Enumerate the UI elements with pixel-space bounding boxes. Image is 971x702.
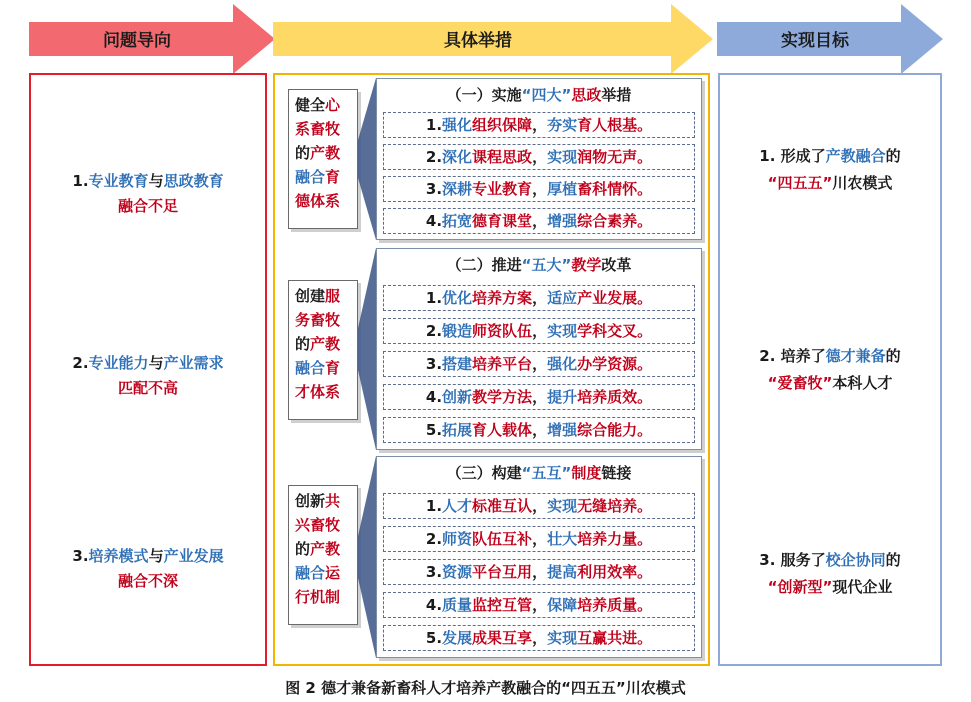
goals-header-arrow — [717, 4, 943, 74]
measure-item: 1.人才标准互认，实现无缝培养。 — [383, 493, 695, 519]
system-box-2: 创建服 务畜牧 的产教 融合育 才体系 — [288, 280, 358, 420]
measures-header-label: 具体举措 — [444, 31, 512, 51]
connector-1 — [358, 78, 376, 240]
problem-1: 1.专业教育与思政教育 融合不足 — [72, 172, 224, 215]
measure-item: 2.锻造师资队伍，实现学科交叉。 — [383, 318, 695, 344]
goal-2: 2. 培养了德才兼备的 “爱畜牧”本科人才 — [759, 347, 901, 392]
measure-item: 4.拓宽德育课堂，增强综合素养。 — [383, 208, 695, 234]
problem-2: 2.专业能力与产业需求 匹配不高 — [72, 354, 224, 397]
measure-group-1 — [376, 78, 702, 240]
goals-column — [718, 73, 942, 666]
problem-header-arrow — [29, 4, 275, 74]
measure-group-3 — [376, 456, 702, 658]
goal-1: 1. 形成了产教融合的 “四五五”川农模式 — [759, 147, 901, 192]
connector-2 — [358, 248, 376, 450]
measure-item: 2.深化课程思政，实现润物无声。 — [383, 144, 695, 170]
measure-item: 5.拓展育人载体，增强综合能力。 — [383, 417, 695, 443]
measure-item: 2.师资队伍互补，壮大培养力量。 — [383, 526, 695, 552]
group-title: （三）构建“五互”制度链接 — [446, 464, 632, 482]
measure-item: 4.质量监控互管，保障培养质量。 — [383, 592, 695, 618]
measure-item: 3.深耕专业教育，厚植畜科情怀。 — [383, 176, 695, 202]
figure-caption: 图 2 德才兼备新畜科人才培养产教融合的“四五五”川农模式 — [285, 679, 686, 697]
goals-header-label: 实现目标 — [781, 31, 849, 51]
connector-3 — [358, 456, 376, 658]
measure-item: 3.资源平台互用，提高利用效率。 — [383, 559, 695, 585]
problems-column — [29, 73, 267, 666]
measure-item: 3.搭建培养平台，强化办学资源。 — [383, 351, 695, 377]
group-title: （二）推进“五大”教学改革 — [446, 256, 632, 274]
measure-item: 5.发展成果互享，实现互赢共进。 — [383, 625, 695, 651]
measures-header-arrow — [273, 4, 713, 74]
problem-3: 3.培养模式与产业发展 融合不深 — [72, 547, 224, 590]
problem-header-label: 问题导向 — [103, 31, 171, 51]
goal-3: 3. 服务了校企协同的 “创新型”现代企业 — [759, 551, 901, 596]
measure-item: 1.优化培养方案，适应产业发展。 — [383, 285, 695, 311]
group-title: （一）实施“四大”思政举措 — [446, 86, 632, 104]
system-box-1: 健全心 系畜牧 的产教 融合育 德体系 — [288, 89, 358, 229]
system-box-3: 创新共 兴畜牧 的产教 融合运 行机制 — [288, 485, 358, 625]
measure-item: 4.创新教学方法，提升培养质效。 — [383, 384, 695, 410]
measure-group-2 — [376, 248, 702, 450]
measure-item: 1.强化组织保障，夯实育人根基。 — [383, 112, 695, 138]
